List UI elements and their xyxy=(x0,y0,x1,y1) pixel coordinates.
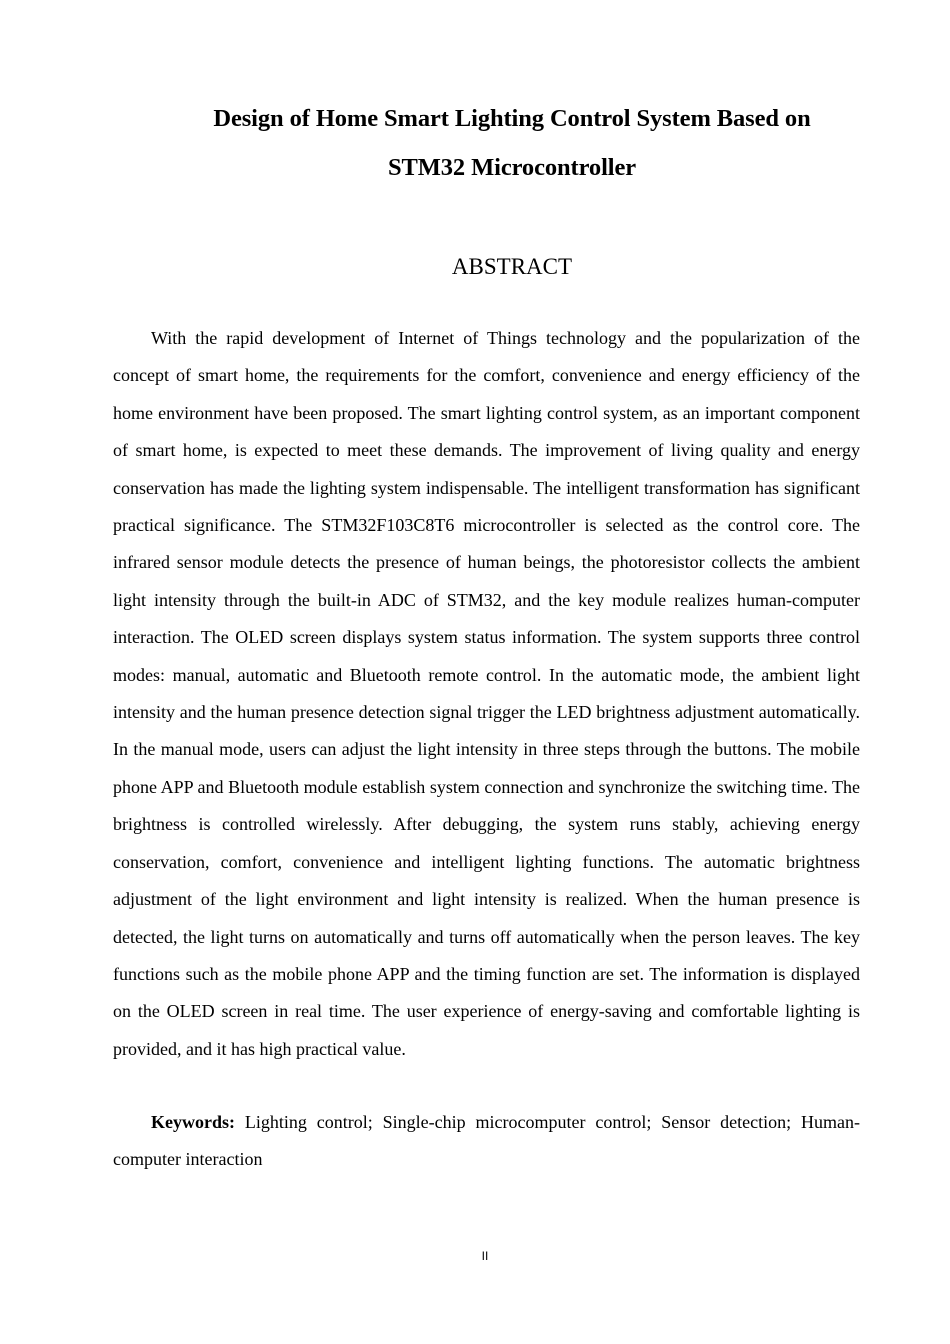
page-number: II xyxy=(481,1249,489,1263)
title-line-2: STM32 Microcontroller xyxy=(387,154,637,181)
title-line-1: Design of Home Smart Lighting Control System Based on xyxy=(213,105,811,132)
keywords-text: Lighting control; Single-chip microcomputer control; Sensor detection; Human-computer interaction xyxy=(113,1112,860,1170)
abstract-body: With the rapid development of Internet of Things technology and the popularization of the concept of smart home, the requirements for the comfort, convenience and energy efficiency of the home environment have been proposed. The smart lighting control system, as an important component of smart home, is expected to meet these demands. The improvement of living quality and energy conservation has made the lighting system indispensable. The intelligent transformation has significant practical significance. The STM32F103C8T6 microcontroller is selected as the control core. The infrared sensor module detects the presence of human beings, the photoresistor collects the ambient light intensity through the built-in ADC of STM32, and the key module realizes human-computer interaction. The OLED screen displays system status information. The system supports three control modes: manual, automatic and Bluetooth remote control. In the automatic mode, the ambient light intensity and the human presence detection signal trigger the LED brightness adjustment automatically. In the manual mode, users can adjust the light intensity in three steps through the buttons. The mobile phone APP and Bluetooth module establish system connection and synchronize the switching time. The brightness is controlled wirelessly. After debugging, the system runs stably, achieving energy conservation, comfort, convenience and intelligent lighting functions. The automatic brightness adjustment of the light environment and light intensity is realized. When the human presence is detected, the light turns on automatically and turns off automatically when the person leaves. The key functions such as the mobile phone APP and the timing function are set. The information is displayed on the OLED screen in real time. The user experience of energy-saving and comfortable lighting is provided, and it has high practical value. xyxy=(113,328,860,1059)
keywords-paragraph xyxy=(113,1104,860,1179)
abstract-heading: ABSTRACT xyxy=(451,254,573,279)
keywords-label: Keywords: xyxy=(151,1112,235,1132)
